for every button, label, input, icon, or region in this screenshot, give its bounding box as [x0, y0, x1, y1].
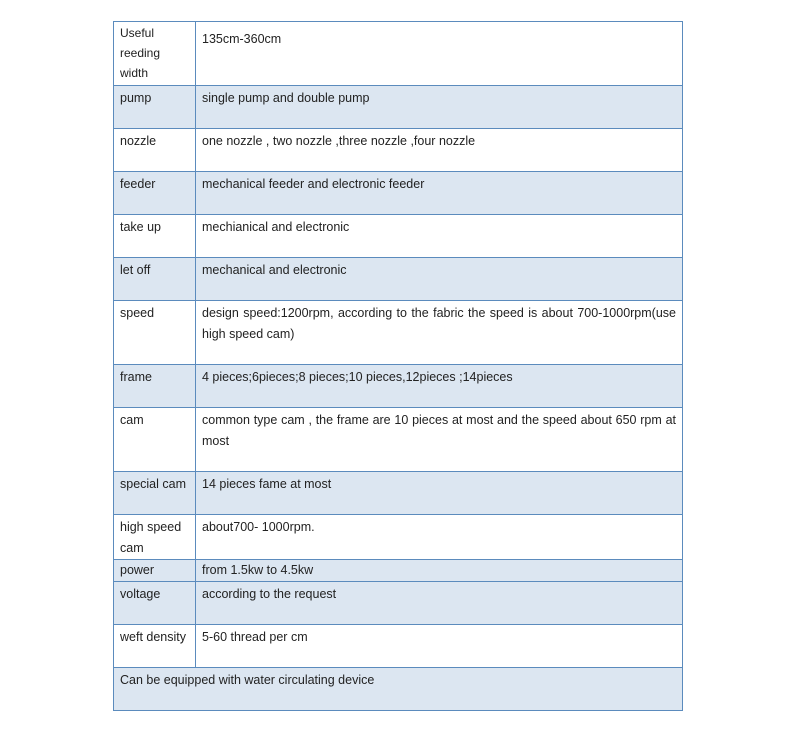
- row-value-weft-density: 5-60 thread per cm: [196, 625, 683, 668]
- table-row: [114, 625, 683, 668]
- table-row: [114, 515, 683, 560]
- row-label-special-cam: special cam: [114, 472, 196, 515]
- row-label-voltage: voltage: [114, 582, 196, 625]
- table-row: [114, 22, 683, 86]
- row-label-weft-density: weft density: [114, 625, 196, 668]
- row-label-pump: pump: [114, 86, 196, 129]
- table-row: [114, 215, 683, 258]
- row-value-speed: design speed:1200rpm, according to the fabric the speed is about 700-1000rpm(use high speed cam): [196, 301, 683, 365]
- row-label-power: power: [114, 560, 196, 582]
- row-label-cam: cam: [114, 408, 196, 472]
- row-value-voltage: according to the request: [196, 582, 683, 625]
- table-row: [114, 129, 683, 172]
- row-value-let-off: mechanical and electronic: [196, 258, 683, 301]
- row-label-useful-reeding-width: Useful reeding width: [114, 22, 196, 86]
- row-label-let-off: let off: [114, 258, 196, 301]
- row-value-power: from 1.5kw to 4.5kw: [196, 560, 683, 582]
- row-label-take-up: take up: [114, 215, 196, 258]
- table-row: [114, 668, 683, 711]
- table-row: [114, 258, 683, 301]
- footer-note: Can be equipped with water circulating device: [114, 668, 683, 711]
- row-label-high-speed-cam: high speed cam: [114, 515, 196, 560]
- table-row: [114, 472, 683, 515]
- spec-table: [113, 21, 683, 711]
- table-row: [114, 172, 683, 215]
- row-value-cam: common type cam , the frame are 10 pieces at most and the speed about 650 rpm at most: [196, 408, 683, 472]
- table-row: [114, 582, 683, 625]
- row-value-pump: single pump and double pump: [196, 86, 683, 129]
- table-row: [114, 86, 683, 129]
- table-row: [114, 560, 683, 582]
- row-label-nozzle: nozzle: [114, 129, 196, 172]
- row-label-frame: frame: [114, 365, 196, 408]
- row-value-feeder: mechanical feeder and electronic feeder: [196, 172, 683, 215]
- row-label-feeder: feeder: [114, 172, 196, 215]
- row-label-speed: speed: [114, 301, 196, 365]
- row-value-take-up: mechianical and electronic: [196, 215, 683, 258]
- table-row: [114, 301, 683, 365]
- row-value-special-cam: 14 pieces fame at most: [196, 472, 683, 515]
- table-row: [114, 365, 683, 408]
- row-value-frame: 4 pieces;6pieces;8 pieces;10 pieces,12pieces ;14pieces: [196, 365, 683, 408]
- row-value-useful-reeding-width: 135cm-360cm: [196, 22, 683, 86]
- row-value-high-speed-cam: about700- 1000rpm.: [196, 515, 683, 560]
- table-row: [114, 408, 683, 472]
- row-value-nozzle: one nozzle , two nozzle ,three nozzle ,four nozzle: [196, 129, 683, 172]
